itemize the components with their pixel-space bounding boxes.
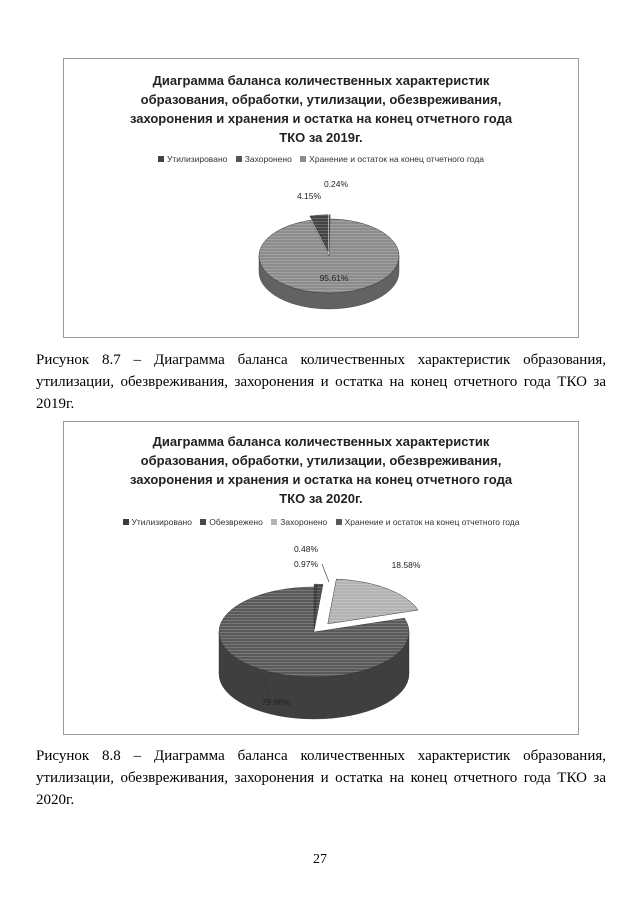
chart-title-line: захоронения и хранения и остатка на конец отчетного года [129, 472, 513, 487]
legend-label: Обезврежено [209, 517, 263, 527]
legend-label: Утилизировано [166, 154, 228, 164]
legend-label: Утилизировано [131, 517, 192, 527]
figure-caption-8-8: Рисунок 8.8 – Диаграмма баланса количественных характеристик образования, утилизации, обезвреживания, захоронения и остатка на конец отчетного года ТКО за 2020г. [36, 748, 606, 808]
page-number: 27 [313, 852, 327, 867]
chart-title-line: образования, обработки, утилизации, обезвреживания, [140, 92, 502, 107]
legend-label: Хранение и остаток на конец отчетного года [309, 154, 485, 164]
pie-chart-2019 [64, 59, 578, 337]
chart-title-line: захоронения и хранения и остатка на конец отчетного года [129, 111, 513, 126]
chart-title-line: образования, обработки, утилизации, обезвреживания, [140, 453, 502, 468]
legend-label: Захоронено [244, 154, 292, 164]
chart-2019 [63, 58, 579, 338]
chart-title-line: ТКО за 2019г. [279, 130, 363, 145]
chart-title-line: Диаграмма баланса количественных характеристик [152, 73, 490, 88]
data-label: 0.97% [293, 559, 319, 569]
chart-title-line: ТКО за 2020г. [279, 491, 363, 506]
data-label: 0.48% [293, 544, 319, 554]
figure-caption-8-7: Рисунок 8.7 – Диаграмма баланса количественных характеристик образования, утилизации, обезвреживания, захоронения и остатка на конец отчетного года ТКО за 2019г. [36, 352, 606, 412]
chart-title-line: Диаграмма баланса количественных характеристик [152, 434, 490, 449]
data-label: 4.15% [296, 191, 322, 201]
pie-chart-2020 [64, 422, 578, 734]
legend-label: Хранение и остаток на конец отчетного года [344, 517, 520, 527]
data-label: 95.61% [319, 273, 349, 283]
chart-2020 [63, 421, 579, 735]
data-label: 0.24% [323, 179, 349, 189]
data-label: 79.96% [261, 697, 291, 707]
data-label: 18.58% [391, 560, 421, 570]
leader-line [322, 564, 329, 582]
legend-label: Захоронено [280, 517, 328, 527]
